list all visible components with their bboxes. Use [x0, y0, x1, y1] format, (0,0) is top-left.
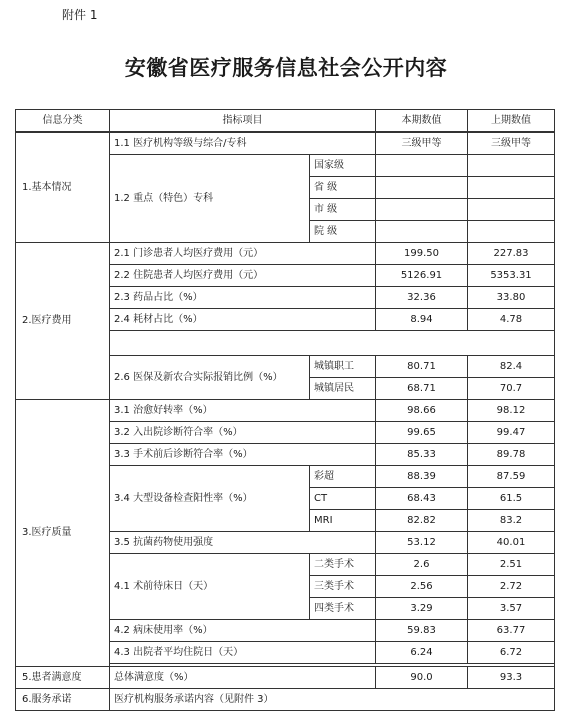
category-cost: 2.医疗费用 — [16, 243, 110, 400]
value-previous — [468, 199, 555, 221]
page-title: 安徽省医疗服务信息社会公开内容 — [124, 56, 448, 80]
value-current: 8.94 — [376, 309, 468, 331]
sub-name: 二类手术 — [310, 554, 376, 576]
category-quality: 3.医疗质量 — [16, 400, 110, 667]
value-current: 3.29 — [376, 598, 468, 620]
indicator-4-3: 4.3 出院者平均住院日（天） — [110, 642, 376, 664]
value-current: 199.50 — [376, 243, 468, 265]
value-previous: 3.57 — [468, 598, 555, 620]
category-satisfaction: 5.患者满意度 — [16, 667, 110, 689]
value-previous: 61.5 — [468, 488, 555, 510]
indicator-2-1: 2.1 门诊患者人均医疗费用（元） — [110, 243, 376, 265]
sub-name: 彩超 — [310, 466, 376, 488]
table-header-row — [16, 110, 555, 133]
sub-level: 市 级 — [310, 199, 376, 221]
header-previous: 上期数值 — [468, 110, 555, 133]
value-previous: 98.12 — [468, 400, 555, 422]
value-current: 68.43 — [376, 488, 468, 510]
category-commitment: 6.服务承诺 — [16, 689, 110, 711]
value-current: 6.24 — [376, 642, 468, 664]
header-category: 信息分类 — [16, 110, 110, 133]
value-current: 85.33 — [376, 444, 468, 466]
value-previous — [468, 221, 555, 243]
value-current: 98.66 — [376, 400, 468, 422]
value-previous: 63.77 — [468, 620, 555, 642]
value-current — [376, 177, 468, 199]
sub-name: 城镇职工 — [310, 356, 376, 378]
indicator-2-6: 2.6 医保及新农合实际报销比例（%） — [110, 356, 310, 400]
indicator-2-4: 2.4 耗材占比（%） — [110, 309, 376, 331]
value-previous: 87.59 — [468, 466, 555, 488]
indicator-3-3: 3.3 手术前后诊断符合率（%） — [110, 444, 376, 466]
sub-name: MRI — [310, 510, 376, 532]
value-previous: 99.47 — [468, 422, 555, 444]
value-current: 88.39 — [376, 466, 468, 488]
indicator-3-2: 3.2 入出院诊断符合率（%） — [110, 422, 376, 444]
value-current: 68.71 — [376, 378, 468, 400]
value-previous: 2.51 — [468, 554, 555, 576]
value-current — [376, 199, 468, 221]
sub-level: 国家级 — [310, 155, 376, 177]
value-current — [376, 155, 468, 177]
table-row — [16, 132, 555, 155]
value-current: 80.71 — [376, 356, 468, 378]
header-current: 本期数值 — [376, 110, 468, 133]
value-previous: 227.83 — [468, 243, 555, 265]
indicator-3-5: 3.5 抗菌药物使用强度 — [110, 532, 376, 554]
indicator-1-2: 1.2 重点（特色）专科 — [110, 155, 310, 243]
value-previous: 40.01 — [468, 532, 555, 554]
sub-name: 四类手术 — [310, 598, 376, 620]
category-basic: 1.基本情况 — [16, 132, 110, 243]
value-previous: 89.78 — [468, 444, 555, 466]
value-current: 5126.91 — [376, 265, 468, 287]
value-current: 99.65 — [376, 422, 468, 444]
sub-name: 城镇居民 — [310, 378, 376, 400]
value-previous: 83.2 — [468, 510, 555, 532]
header-indicator: 指标项目 — [110, 110, 376, 133]
table-row — [16, 667, 555, 689]
value-previous: 2.72 — [468, 576, 555, 598]
value-previous: 4.78 — [468, 309, 555, 331]
indicator-4-2: 4.2 病床使用率（%） — [110, 620, 376, 642]
table-row — [16, 400, 555, 422]
attachment-label: 附件 1 — [62, 8, 98, 22]
table-row — [16, 689, 555, 711]
value-current: 53.12 — [376, 532, 468, 554]
value-current: 2.56 — [376, 576, 468, 598]
table-row — [16, 243, 555, 265]
value-previous: 33.80 — [468, 287, 555, 309]
sub-name: 三类手术 — [310, 576, 376, 598]
indicator-2-3: 2.3 药品占比（%） — [110, 287, 376, 309]
empty-cell — [110, 331, 555, 356]
indicator-4-1: 4.1 术前待床日（天） — [110, 554, 310, 620]
value-current: 82.82 — [376, 510, 468, 532]
value-previous: 82.4 — [468, 356, 555, 378]
value-previous: 5353.31 — [468, 265, 555, 287]
indicator-commitment: 医疗机构服务承诺内容（见附件 3） — [110, 689, 555, 711]
sub-level: 院 级 — [310, 221, 376, 243]
info-disclosure-table — [15, 109, 555, 711]
value-previous: 70.7 — [468, 378, 555, 400]
value-current: 59.83 — [376, 620, 468, 642]
indicator-2-2: 2.2 住院患者人均医疗费用（元） — [110, 265, 376, 287]
value-current: 32.36 — [376, 287, 468, 309]
value-previous: 93.3 — [468, 667, 555, 689]
indicator-1-1: 1.1 医疗机构等级与综合/专科 — [110, 132, 376, 155]
sub-name: CT — [310, 488, 376, 510]
indicator-3-4: 3.4 大型设备检查阳性率（%） — [110, 466, 310, 532]
value-previous: 三级甲等 — [468, 132, 555, 155]
value-previous — [468, 177, 555, 199]
value-current: 90.0 — [376, 667, 468, 689]
value-previous: 6.72 — [468, 642, 555, 664]
value-current — [376, 221, 468, 243]
sub-level: 省 级 — [310, 177, 376, 199]
value-current: 三级甲等 — [376, 132, 468, 155]
indicator-satisfaction: 总体满意度（%） — [110, 667, 376, 689]
value-previous — [468, 155, 555, 177]
indicator-3-1: 3.1 治愈好转率（%） — [110, 400, 376, 422]
value-current: 2.6 — [376, 554, 468, 576]
